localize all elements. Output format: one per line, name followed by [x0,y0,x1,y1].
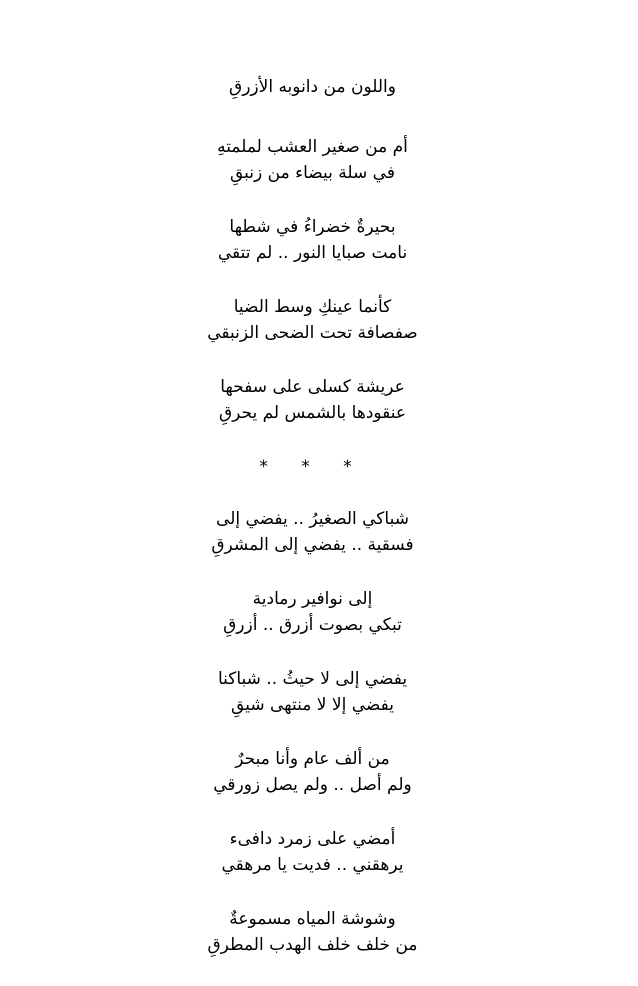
poem-line: نامت صبايا النور .. لم تتقي [217,243,408,263]
poem-line: فسقية .. يفضي إلى المشرقِ [211,535,414,555]
stanza [205,134,420,186]
stanza [205,374,420,426]
stanza [205,906,420,958]
poem-line: وشوشة المياه مسموعةٌ [229,909,396,929]
stanza [205,586,420,638]
stanza [205,826,420,878]
poem [205,74,420,986]
poem-line: تبكي بصوت أزرق .. أزرقِ [223,615,402,635]
stanza [205,294,420,346]
poem-line: بحيرةٌ خضراءُ في شطها [229,217,396,237]
stanza [205,746,420,798]
stanza [205,506,420,558]
poem-line: كأنما عينكِ وسط الضيا [233,297,392,317]
poem-line: شباكي الصغيرُ .. يفضي إلى [216,509,409,529]
poem-line: من ألف عام وأنا مبحرٌ [235,749,390,769]
poem-line: في سلة بيضاء من زنبقِ [230,163,395,183]
stanza [205,214,420,266]
poem-line: من خلف خلف الهدب المطرقِ [207,935,418,955]
poem-line: أم من صغير العشب لملمتهِ [217,137,408,157]
poem-line: صفصافة تحت الضحى الزنبقي [207,323,418,343]
poem-line: عريشة كسلى على سفحها [220,377,405,397]
poem-line: يفضي إلى لا حيثُ .. شباكنا [217,669,408,689]
poem-line: عنقودها بالشمس لم يحرقِ [218,403,407,423]
section-separator: * * * [259,457,366,477]
poem-line: يرهقني .. فديت يا مرهقي [221,855,404,875]
stanza [205,666,420,718]
poem-line: إلى نوافير رمادية [252,589,373,609]
poem-line: واللون من دانوبه الأزرقِ [229,77,396,97]
stanza [205,74,420,100]
poem-line: يفضي إلا لا منتهى شيقِ [231,695,394,715]
poem-line: أمضي على زمرد دافىء [229,829,396,849]
poem-line: ولم أصل .. ولم يصل زورقي [213,775,412,795]
